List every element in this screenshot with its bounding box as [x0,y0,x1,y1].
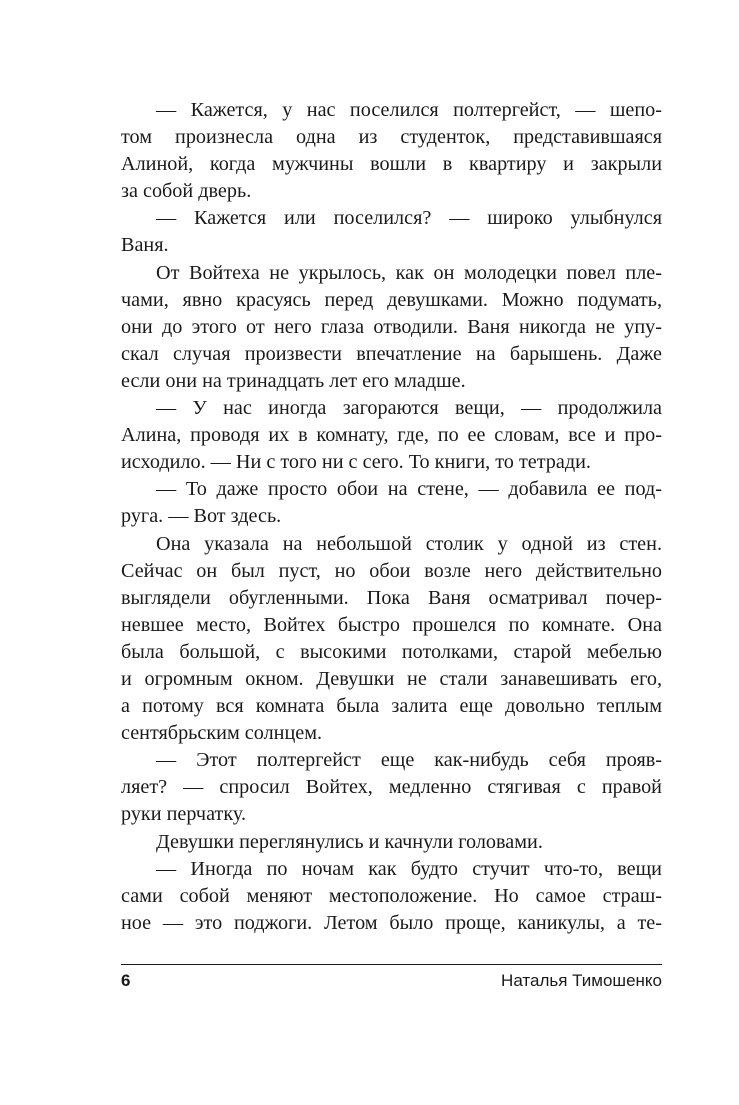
running-footer-author: Наталья Тимошенко [501,971,662,990]
text-line: они до этого от него глаза отводили. Ваня никогда не упу- [121,315,662,338]
text-line: руки перчатку. [121,803,246,826]
text-line: — Этот полтергейст еще как-нибудь себя прояв- [156,749,662,772]
text-line: — У нас иногда загораются вещи, — продолжила [156,397,662,420]
text-line: — То даже просто обои на стене, — добавила ее под- [156,478,662,501]
text-line: а потому вся комната была залита еще довольно теплым [121,695,662,718]
text-line: за собой дверь. [121,180,252,203]
text-line: скал случая произвести впечатление на барышень. Даже [121,342,662,365]
text-line: Девушки переглянулись и качнули головами. [156,830,543,853]
text-line: — Кажется или поселился? — широко улыбнулся [156,207,662,230]
text-line: выглядели обугленными. Пока Ваня осматривал почер- [121,586,662,609]
text-line: Ваня. [121,234,169,257]
text-line: невшее место, Войтех быстро прошелся по комнате. Она [121,613,662,636]
text-line: и огромным окном. Девушки не стали занавешивать его, [121,667,662,690]
text-line: чами, явно красуясь перед девушками. Можно подумать, [121,288,662,311]
book-page-text [121,97,662,937]
text-line: — Иногда по ночам как будто стучит что-то, вещи [156,857,662,880]
page-number: 6 [121,971,131,990]
text-line: — Кажется, у нас поселился полтергейст, — шепо- [156,99,662,121]
text-line: Алиной, когда мужчины вошли в квартиру и закрыли [121,153,662,176]
text-line: Она указала на небольшой столик у одной из стен. [156,532,662,555]
footer-divider [121,964,662,965]
text-line: том произнесла одна из студенток, представившаяся [121,126,662,149]
text-line: ляет? — спросил Войтех, медленно стягивая с правой [121,776,662,799]
text-line: руга. — Вот здесь. [121,505,282,528]
text-line: была большой, с высокими потолками, старой мебелью [121,640,662,663]
text-line: сентябрьским солнцем. [121,722,323,745]
text-line: От Войтеха не укрылось, как он молодецки повел пле- [156,261,662,284]
text-line: если они на тринадцать лет его младше. [121,369,466,392]
text-line: Сейчас он был пуст, но обои возле него действительно [121,559,662,582]
page-footer [121,969,662,993]
text-line: исходило. — Ни с того ни с сего. То книги, то тетради. [121,451,591,474]
text-line: Алина, проводя их в комнату, где, по ее словам, все и про- [121,424,662,447]
text-line: сами собой меняют местоположение. Но самое страш- [121,884,662,907]
text-line: ное — это поджоги. Летом было проще, каникулы, а те- [121,911,662,934]
